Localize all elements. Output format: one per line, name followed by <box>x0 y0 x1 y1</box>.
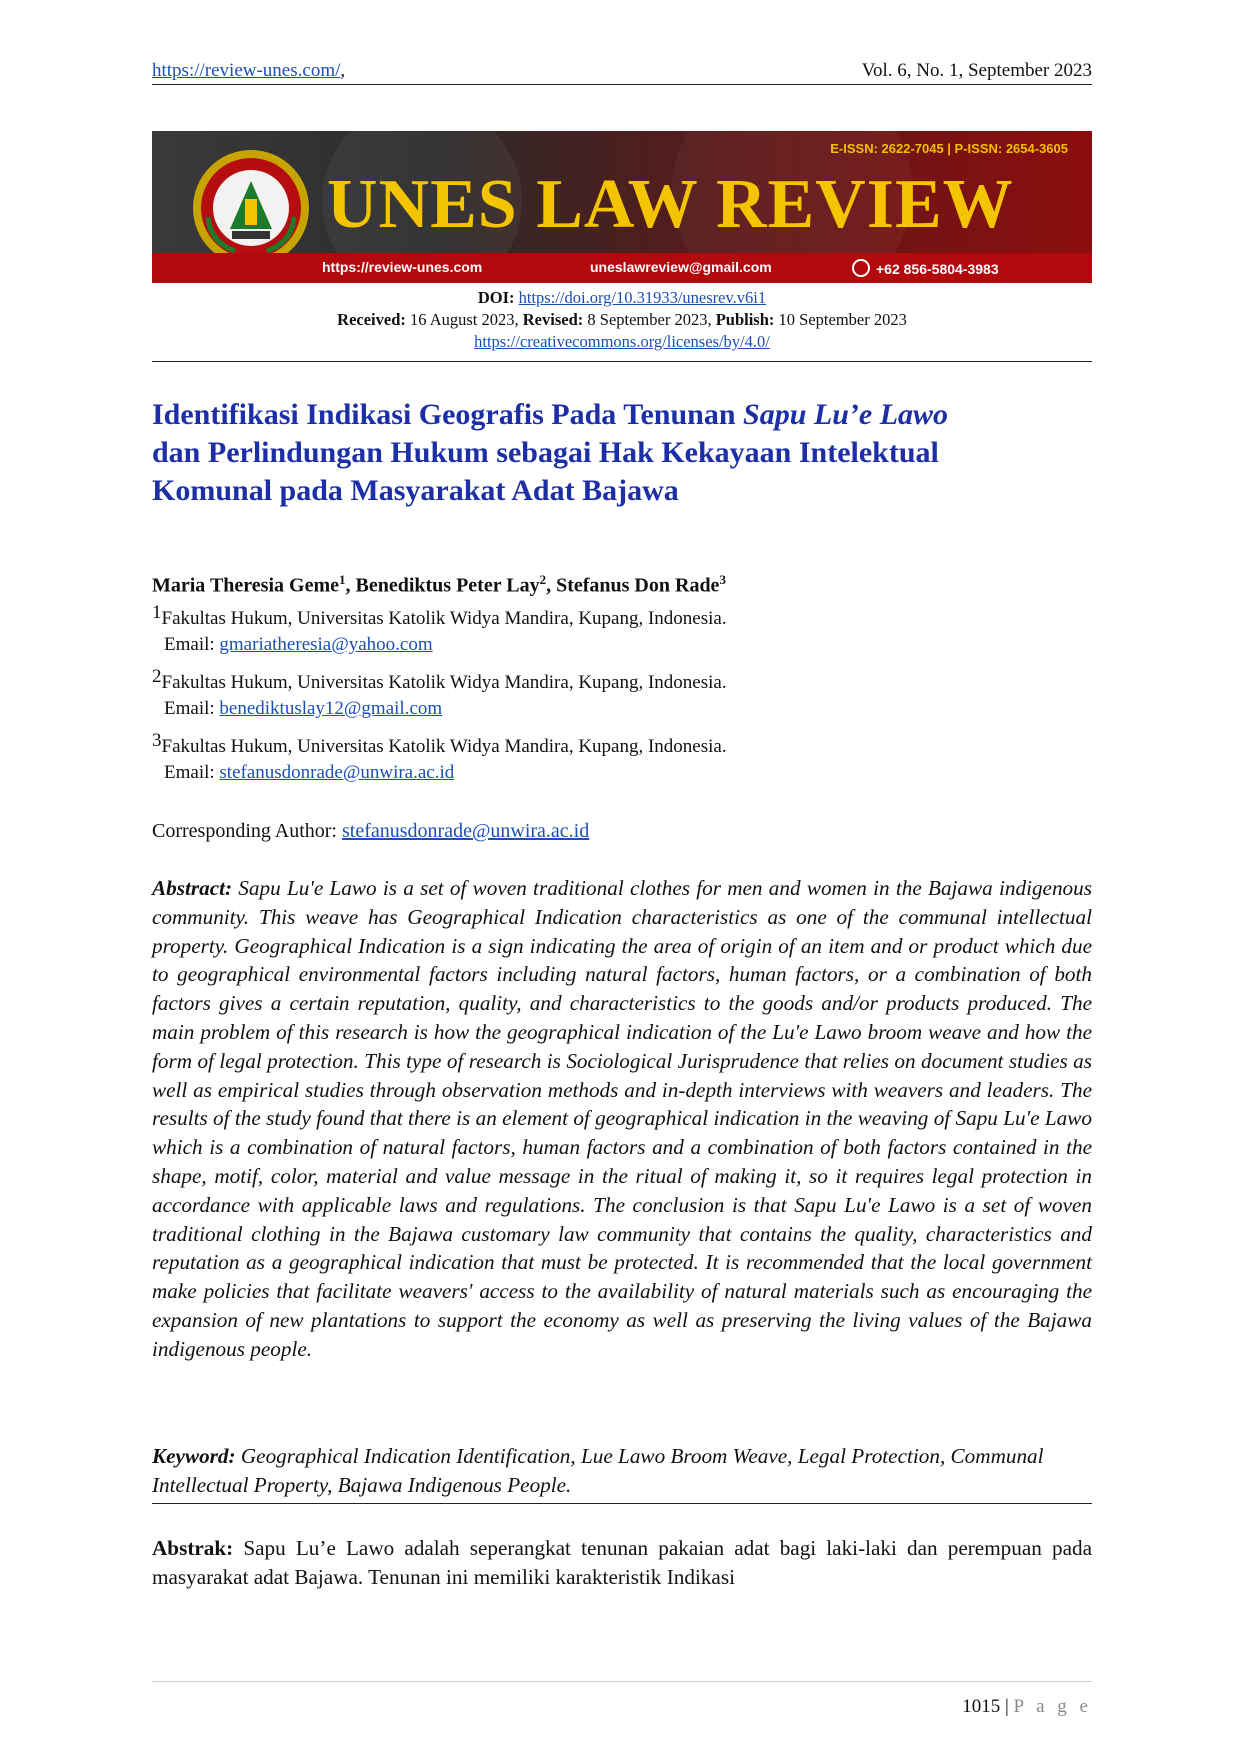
abstract-text: Sapu Lu'e Lawo is a set of woven traditional clothes for men and women in the Bajawa indigenous community. This weave has Geographical Indication characteristics as one of the communal intellectual property. Geographical Indication is a sign indicating the area of origin of an item and or product which due to geographical environmental factors including natural factors, human factors, or a combination of both factors gives a certain reputation, quality, and characteristics to the goods and/or products produced. The main problem of this research is how the geographical indication of the Lu'e Lawo broom weave and how the form of legal protection. This type of research is Sociological Jurisprudence that relies on document studies as well as empirical studies through observation methods and in-depth interviews with weavers and leaders. The results of the study found that there is an element of geographical indication in the weaving of Sapu Lu'e Lawo which is a combination of natural factors, human factors and a combination of both factors contained in the shape, motif, color, material and value message in the ritual of making it, so it requires legal protection in accordance with applicable laws and regulations. The conclusion is that Sapu Lu'e Lawo is a set of woven traditional clothing in the Bajawa customary law community that contains the quality, characteristics and reputation as a geographical indication that must be protected. It is recommended that the local government make policies that facilitate weavers' access to the availability of natural materials such as encouraging the expansion of new plantations to support the economy as well as preserving the living values of the Bajawa indigenous people. <box>152 876 1092 1361</box>
keywords-divider <box>152 1503 1092 1504</box>
author-email-link[interactable]: stefanusdonrade@unwira.ac.id <box>219 762 455 783</box>
license-line <box>152 331 1092 353</box>
corresponding-email-link[interactable]: stefanusdonrade@unwira.ac.id <box>342 820 590 842</box>
abstract-english <box>152 874 1092 1364</box>
affiliation-2: 2Fakultas Hukum, Universitas Katolik Widya Mandira, Kupang, Indonesia. Email: benediktuslay12@gmail.com <box>152 666 727 719</box>
volume-info: Vol. 6, No. 1, September 2023 <box>861 60 1092 81</box>
author-email-link[interactable]: gmariatheresia@yahoo.com <box>219 634 433 655</box>
abstract-label: Abstract: <box>152 876 233 900</box>
corresponding-author: Corresponding Author: stefanusdonrade@unwira.ac.id <box>152 820 590 842</box>
journal-url-link[interactable]: https://review-unes.com/ <box>152 60 341 81</box>
page-number: 1015 | P a g e <box>962 1696 1092 1717</box>
abstract-indonesian <box>152 1534 1092 1592</box>
journal-url-header: https://review-unes.com/, <box>152 60 346 81</box>
banner-website: https://review-unes.com <box>322 259 483 275</box>
banner-issn: E-ISSN: 2622-7045 | P-ISSN: 2654-3605 <box>830 141 1068 156</box>
journal-banner <box>152 131 1092 283</box>
banner-phone: +62 856-5804-3983 <box>852 259 999 277</box>
article-metadata <box>152 287 1092 353</box>
author-list: Maria Theresia Geme$^1$, Benediktus Peter Lay$^2$, Stefanus Don Rade$^3$ <box>152 572 726 597</box>
abstrak-label: Abstrak: <box>152 1536 234 1560</box>
footer-divider <box>152 1681 1092 1682</box>
banner-email: uneslawreview@gmail.com <box>590 259 772 275</box>
article-title: Identifikasi Indikasi Geografis Pada Tenunan Sapu Lu’e Lawo dan Perlindungan Hukum sebagai Hak Kekayaan Intelektual Komunal pada Masyarakat Adat Bajawa <box>152 398 949 507</box>
author-name: Stefanus Don Rade <box>556 574 720 597</box>
doi-line: DOI: https://doi.org/10.31933/unesrev.v6i1 <box>477 288 767 307</box>
banner-title: UNES LAW REVIEW <box>327 166 1014 243</box>
affiliation-3: 3Fakultas Hukum, Universitas Katolik Widya Mandira, Kupang, Indonesia. Email: stefanusdonrade@unwira.ac.id <box>152 730 727 783</box>
keyword-label: Keyword: <box>152 1444 236 1468</box>
university-seal-icon <box>190 147 312 269</box>
affiliation-1: 1Fakultas Hukum, Universitas Katolik Widya Mandira, Kupang, Indonesia. Email: gmariatheresia@yahoo.com <box>152 602 727 655</box>
author-name: Benediktus Peter Lay <box>355 574 540 597</box>
author-email-link[interactable]: benediktuslay12@gmail.com <box>219 698 443 719</box>
running-header <box>152 58 1092 85</box>
keyword-text: Geographical Indication Identification, Lue Lawo Broom Weave, Legal Protection, Communal Intellectual Property, Bajawa Indigenous People. <box>152 1444 1044 1497</box>
dates-line: Received: 16 August 2023, Revised: 8 September 2023, Publish: 10 September 2023 <box>337 310 907 329</box>
whatsapp-icon <box>852 259 870 277</box>
abstrak-text: Sapu Lu’e Lawo adalah seperangkat tenunan pakaian adat bagi laki-laki dan perempuan pada masyarakat adat Bajawa. Tenunan ini memiliki karakteristik Indikasi <box>152 1536 1092 1589</box>
metadata-divider <box>152 361 1092 362</box>
doi-link[interactable]: https://doi.org/10.31933/unesrev.v6i1 <box>518 288 767 307</box>
license-link[interactable]: https://creativecommons.org/licenses/by/4.0/ <box>474 332 770 351</box>
keywords <box>152 1442 1092 1500</box>
author-name: Maria Theresia Geme <box>152 574 339 597</box>
